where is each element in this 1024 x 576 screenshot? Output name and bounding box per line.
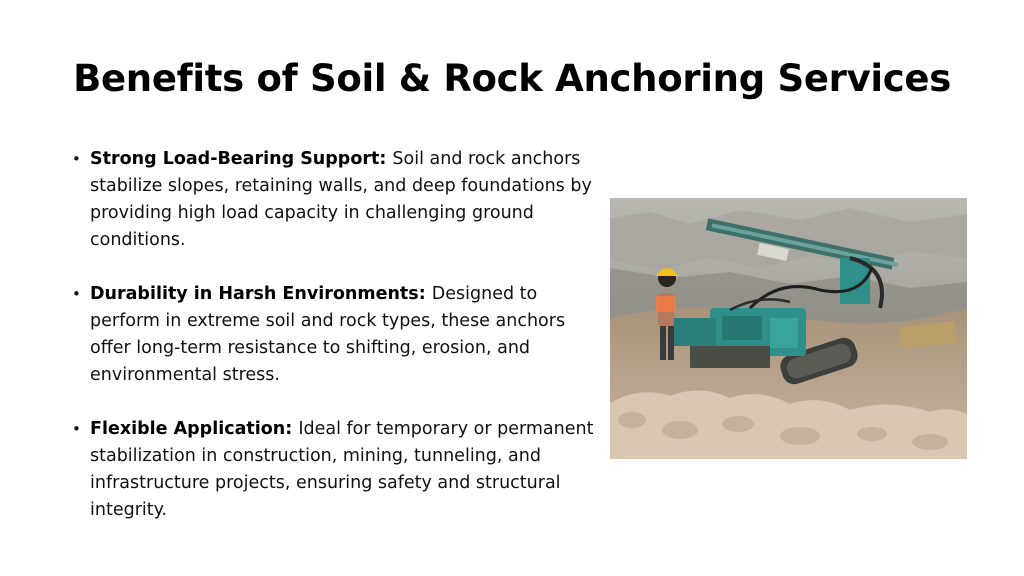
bullet-heading: Flexible Application: xyxy=(90,419,299,439)
bullet-marker: • xyxy=(72,150,81,168)
bullet-heading: Durability in Harsh Environments: xyxy=(90,284,432,304)
bullet-marker: • xyxy=(72,420,81,438)
drilling-rig-photo xyxy=(610,198,967,459)
bullet-heading: Strong Load-Bearing Support: xyxy=(90,149,393,169)
photo-illustration xyxy=(610,198,967,459)
list-item xyxy=(72,146,598,254)
list-item xyxy=(72,416,598,524)
bullet-text: Soil and rock anchors stabilize slopes, retaining walls, and deep foundations by providing high load capacity in challenging ground conditions. xyxy=(90,149,592,250)
bullet-text: Designed to perform in extreme soil and rock types, these anchors offer long-term resistance to shifting, erosion, and environmental stress. xyxy=(90,284,566,385)
benefits-list xyxy=(72,146,598,551)
bullet-marker: • xyxy=(72,285,81,303)
list-item xyxy=(72,281,598,389)
slide-title: Benefits of Soil & Rock Anchoring Services xyxy=(73,57,951,100)
bullet-text: Ideal for temporary or permanent stabilization in construction, mining, tunneling, and infrastructure projects, ensuring safety and structural integrity. xyxy=(90,419,594,520)
